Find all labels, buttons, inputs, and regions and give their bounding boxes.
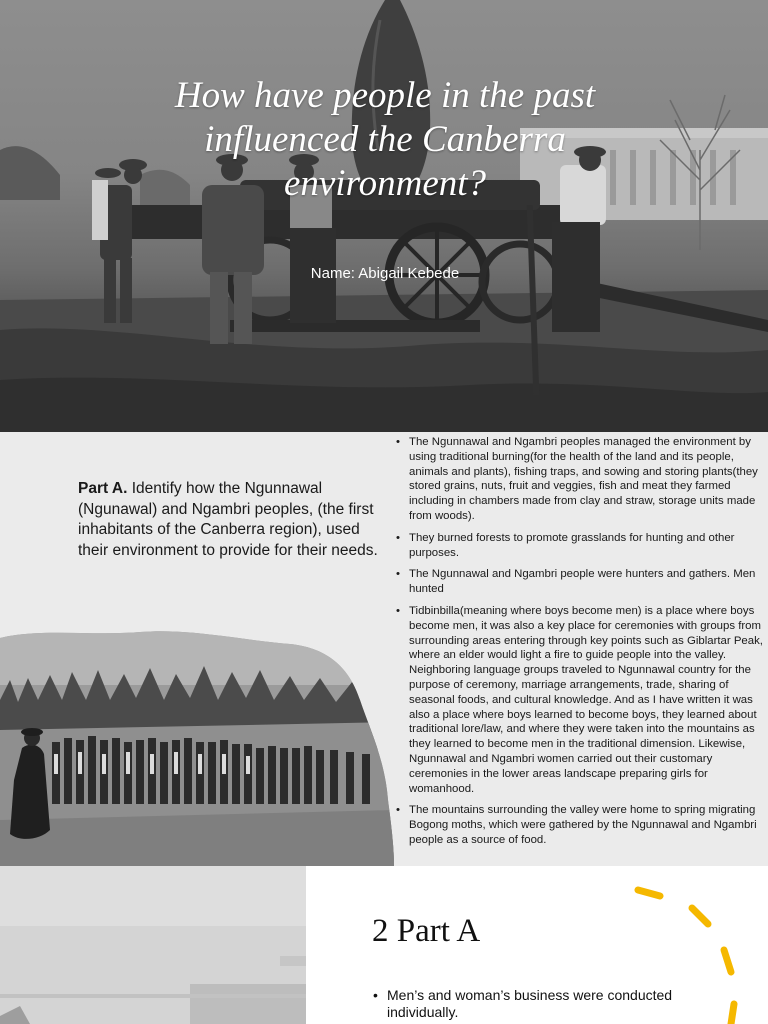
part-a-2-bullet: • Men’s and woman’s business were conducted individually. — [373, 987, 732, 1021]
part-a-slide — [0, 432, 768, 866]
ceremony-group-photo — [0, 630, 394, 866]
building-photo — [0, 866, 306, 1024]
bullet-item: • The Ngunnawal and Ngambri peoples managed the environment by using traditional burning(for the health of the land and its people, animals and plants), fishing traps, and sowing and storing plants(they stored grains, nuts, fruit and veggies, fish and meat they farmed including in chambers made from clay and straw, storage units made from woods). — [395, 435, 767, 524]
bullet-item: • The Ngunnawal and Ngambri people were hunters and gathers. Men hunted — [395, 567, 767, 597]
part-a-2-slide — [0, 866, 768, 1024]
part-a-bullet-list — [395, 435, 767, 855]
historic-work-photo — [0, 0, 768, 432]
bullet-item: • The mountains surrounding the valley were home to spring migrating Bogong moths, which were gathered by the Ngunnawal and Ngambri people as a source of food. — [395, 803, 767, 847]
bullet-item: • They burned forests to promote grasslands for hunting and other purposes. — [395, 531, 767, 561]
presentation-title: How have people in the past influenced the Canberra environment? — [174, 75, 596, 204]
bullet-item: • Tidbinbilla(meaning where boys become men) is a place where boys become men, it was also a key place for ceremonies with groups from surrounding areas entering through key points such as Giblartar Peak, where an elder would light a fire to guide people into the valley. Neighboring language groups traveled to Ngunnawal country for the purpose of ceremony, marriage arrangements, trade, sharing of seasonal foods, and cultural knowledge. And as I have written it was also a place where boys learned to become boys, they learned about traditional lore/law, and where they were taken into the mountains as they learned to become men in the traditional dimension. Likewise, Ngunnawal and Ngambri women carried out their customary ceremonies in the lower areas landscape preparing girls for womanhood. — [395, 604, 767, 796]
author-name: Name: Abigail Kebede — [310, 265, 460, 282]
part-a-label: Part A. — [78, 480, 128, 497]
part-a-prompt — [78, 479, 378, 561]
part-a-question: Identify how the Ngunnawal (Ngunawal) and Ngambri peoples, (the first inhabitants of the Canberra region), used their environment to provide for their needs. — [78, 480, 378, 559]
title-slide — [0, 0, 768, 432]
part-a-2-heading: 2 Part A — [372, 913, 481, 949]
